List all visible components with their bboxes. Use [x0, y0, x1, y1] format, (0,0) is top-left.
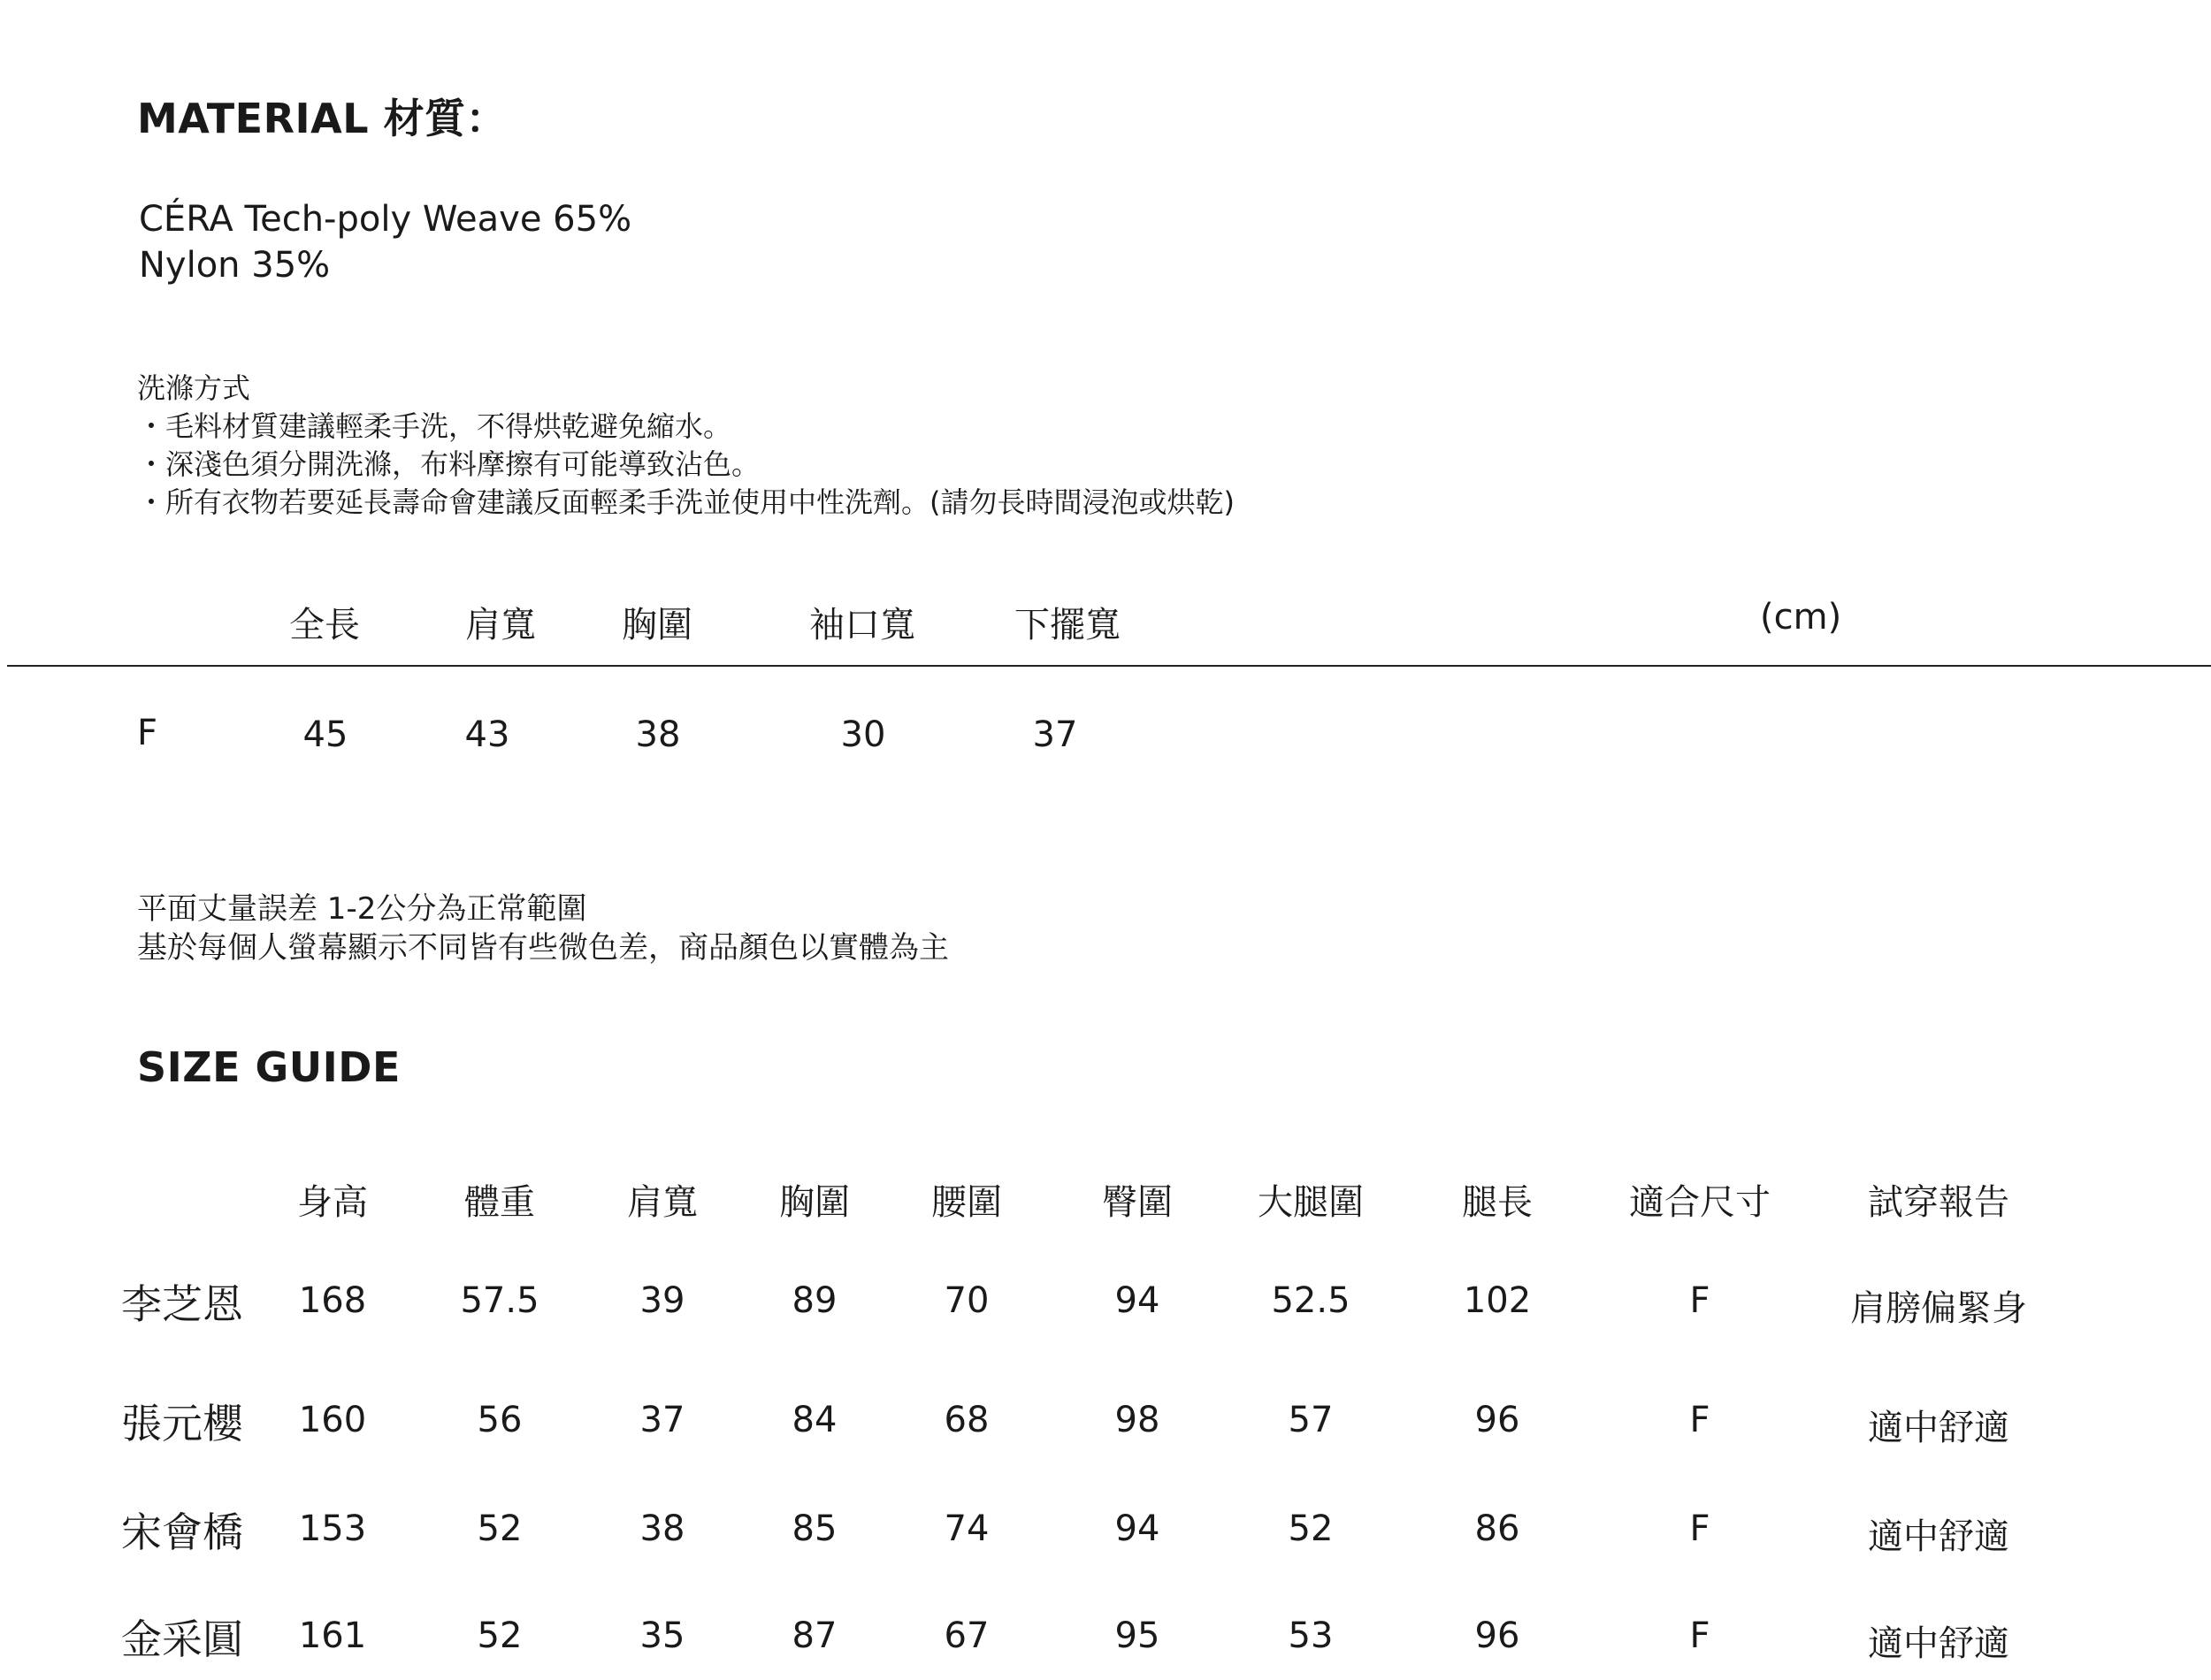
sg-cell: 適中舒適	[1868, 1408, 2009, 1448]
sg-header-leg: 腿長	[1462, 1182, 1533, 1223]
sg-cell: 96	[1474, 1615, 1520, 1656]
sg-cell: 57.5	[460, 1280, 539, 1321]
sg-cell: 74	[944, 1508, 990, 1549]
sg-cell: 肩膀偏緊身	[1850, 1288, 2027, 1329]
sg-cell: 96	[1474, 1400, 1520, 1440]
sg-cell: 68	[944, 1400, 990, 1440]
sg-cell: 87	[792, 1615, 838, 1656]
size-guide-title: SIZE GUIDE	[137, 1043, 401, 1091]
measure-value: 30	[840, 714, 886, 755]
measure-value: 43	[464, 714, 510, 755]
sg-cell: 70	[944, 1280, 990, 1321]
material-title: MATERIAL 材質：	[137, 95, 508, 142]
sg-header-waist: 腰圍	[931, 1182, 1002, 1223]
sg-cell: 95	[1114, 1615, 1160, 1656]
measure-value: 37	[1032, 714, 1078, 755]
sg-cell: 39	[639, 1280, 685, 1321]
sg-cell: 168	[298, 1280, 367, 1321]
sg-cell: F	[1689, 1615, 1710, 1656]
care-line: ・深淺色須分開洗滌，布料摩擦有可能導致沾色。	[137, 447, 761, 481]
sg-cell: 適中舒適	[1868, 1623, 2009, 1664]
sg-cell: 94	[1114, 1280, 1160, 1321]
note-line: 基於每個人螢幕顯示不同皆有些微色差，商品顏色以實體為主	[137, 930, 949, 966]
sg-header-chest: 胸圍	[779, 1182, 850, 1223]
sg-cell: 52	[1288, 1508, 1334, 1549]
measure-header-length: 全長	[289, 605, 360, 645]
care-line: ・所有衣物若要延長壽命會建議反面輕柔手洗並使用中性洗劑。(請勿長時間浸泡或烘乾)	[137, 485, 1235, 519]
sg-cell: 153	[298, 1508, 367, 1549]
sg-header-fit-size: 適合尺寸	[1629, 1182, 1771, 1223]
sg-cell: 37	[639, 1400, 685, 1440]
material-lines	[139, 196, 631, 288]
measure-header-shoulder: 肩寬	[465, 605, 536, 645]
sg-cell: 52	[477, 1508, 523, 1549]
sg-row-name: 張元櫻	[121, 1400, 243, 1447]
measure-unit: (cm)	[1760, 597, 1842, 638]
care-title: 洗滌方式	[137, 371, 251, 405]
sg-cell: 67	[944, 1615, 990, 1656]
measure-notes	[137, 890, 949, 967]
material-line: Nylon 35%	[139, 245, 331, 286]
sg-cell: 102	[1463, 1280, 1532, 1321]
sg-cell: 52.5	[1271, 1280, 1350, 1321]
sg-cell: F	[1689, 1400, 1710, 1440]
material-line: CÉRA Tech-poly Weave 65%	[139, 199, 632, 240]
sg-cell: 98	[1114, 1400, 1160, 1440]
sg-cell: 38	[639, 1508, 685, 1549]
measure-divider	[7, 665, 2211, 667]
care-line: ・毛料材質建議輕柔手洗，不得烘乾避免縮水。	[137, 409, 732, 443]
sg-cell: 161	[298, 1615, 367, 1656]
sg-cell: 52	[477, 1615, 523, 1656]
care-instructions	[137, 370, 1235, 522]
sg-cell: 53	[1288, 1615, 1334, 1656]
sg-cell: 84	[792, 1400, 838, 1440]
measure-value: 38	[635, 714, 681, 755]
sg-row-name: 金采圓	[121, 1615, 243, 1663]
sg-cell: 86	[1474, 1508, 1520, 1549]
sg-cell: 94	[1114, 1508, 1160, 1549]
sg-cell: F	[1689, 1508, 1710, 1549]
sg-cell: 57	[1288, 1400, 1334, 1440]
sg-header-report: 試穿報告	[1868, 1182, 2009, 1223]
sg-header-hip: 臀圍	[1102, 1182, 1173, 1223]
sg-cell: 適中舒適	[1868, 1516, 2009, 1557]
sg-cell: 56	[477, 1400, 523, 1440]
measure-size: F	[137, 713, 158, 753]
sg-header-height: 身高	[297, 1182, 368, 1223]
sg-header-weight: 體重	[464, 1182, 535, 1223]
sg-cell: 35	[639, 1615, 685, 1656]
sg-cell: 89	[792, 1280, 838, 1321]
measure-value: 45	[302, 714, 348, 755]
sg-cell: F	[1689, 1280, 1710, 1321]
sg-cell: 85	[792, 1508, 838, 1549]
sg-cell: 160	[298, 1400, 367, 1440]
sg-row-name: 宋會橋	[121, 1508, 243, 1556]
measure-header-cuff: 袖口寬	[809, 605, 915, 645]
sg-header-thigh: 大腿圍	[1258, 1182, 1364, 1223]
note-line: 平面丈量誤差 1-2公分為正常範圍	[137, 891, 587, 927]
measure-header-chest: 胸圍	[622, 605, 692, 645]
sg-row-name: 李芝恩	[121, 1280, 243, 1328]
measure-header-hem: 下擺寬	[1014, 605, 1121, 645]
sg-header-shoulder: 肩寬	[627, 1182, 698, 1223]
